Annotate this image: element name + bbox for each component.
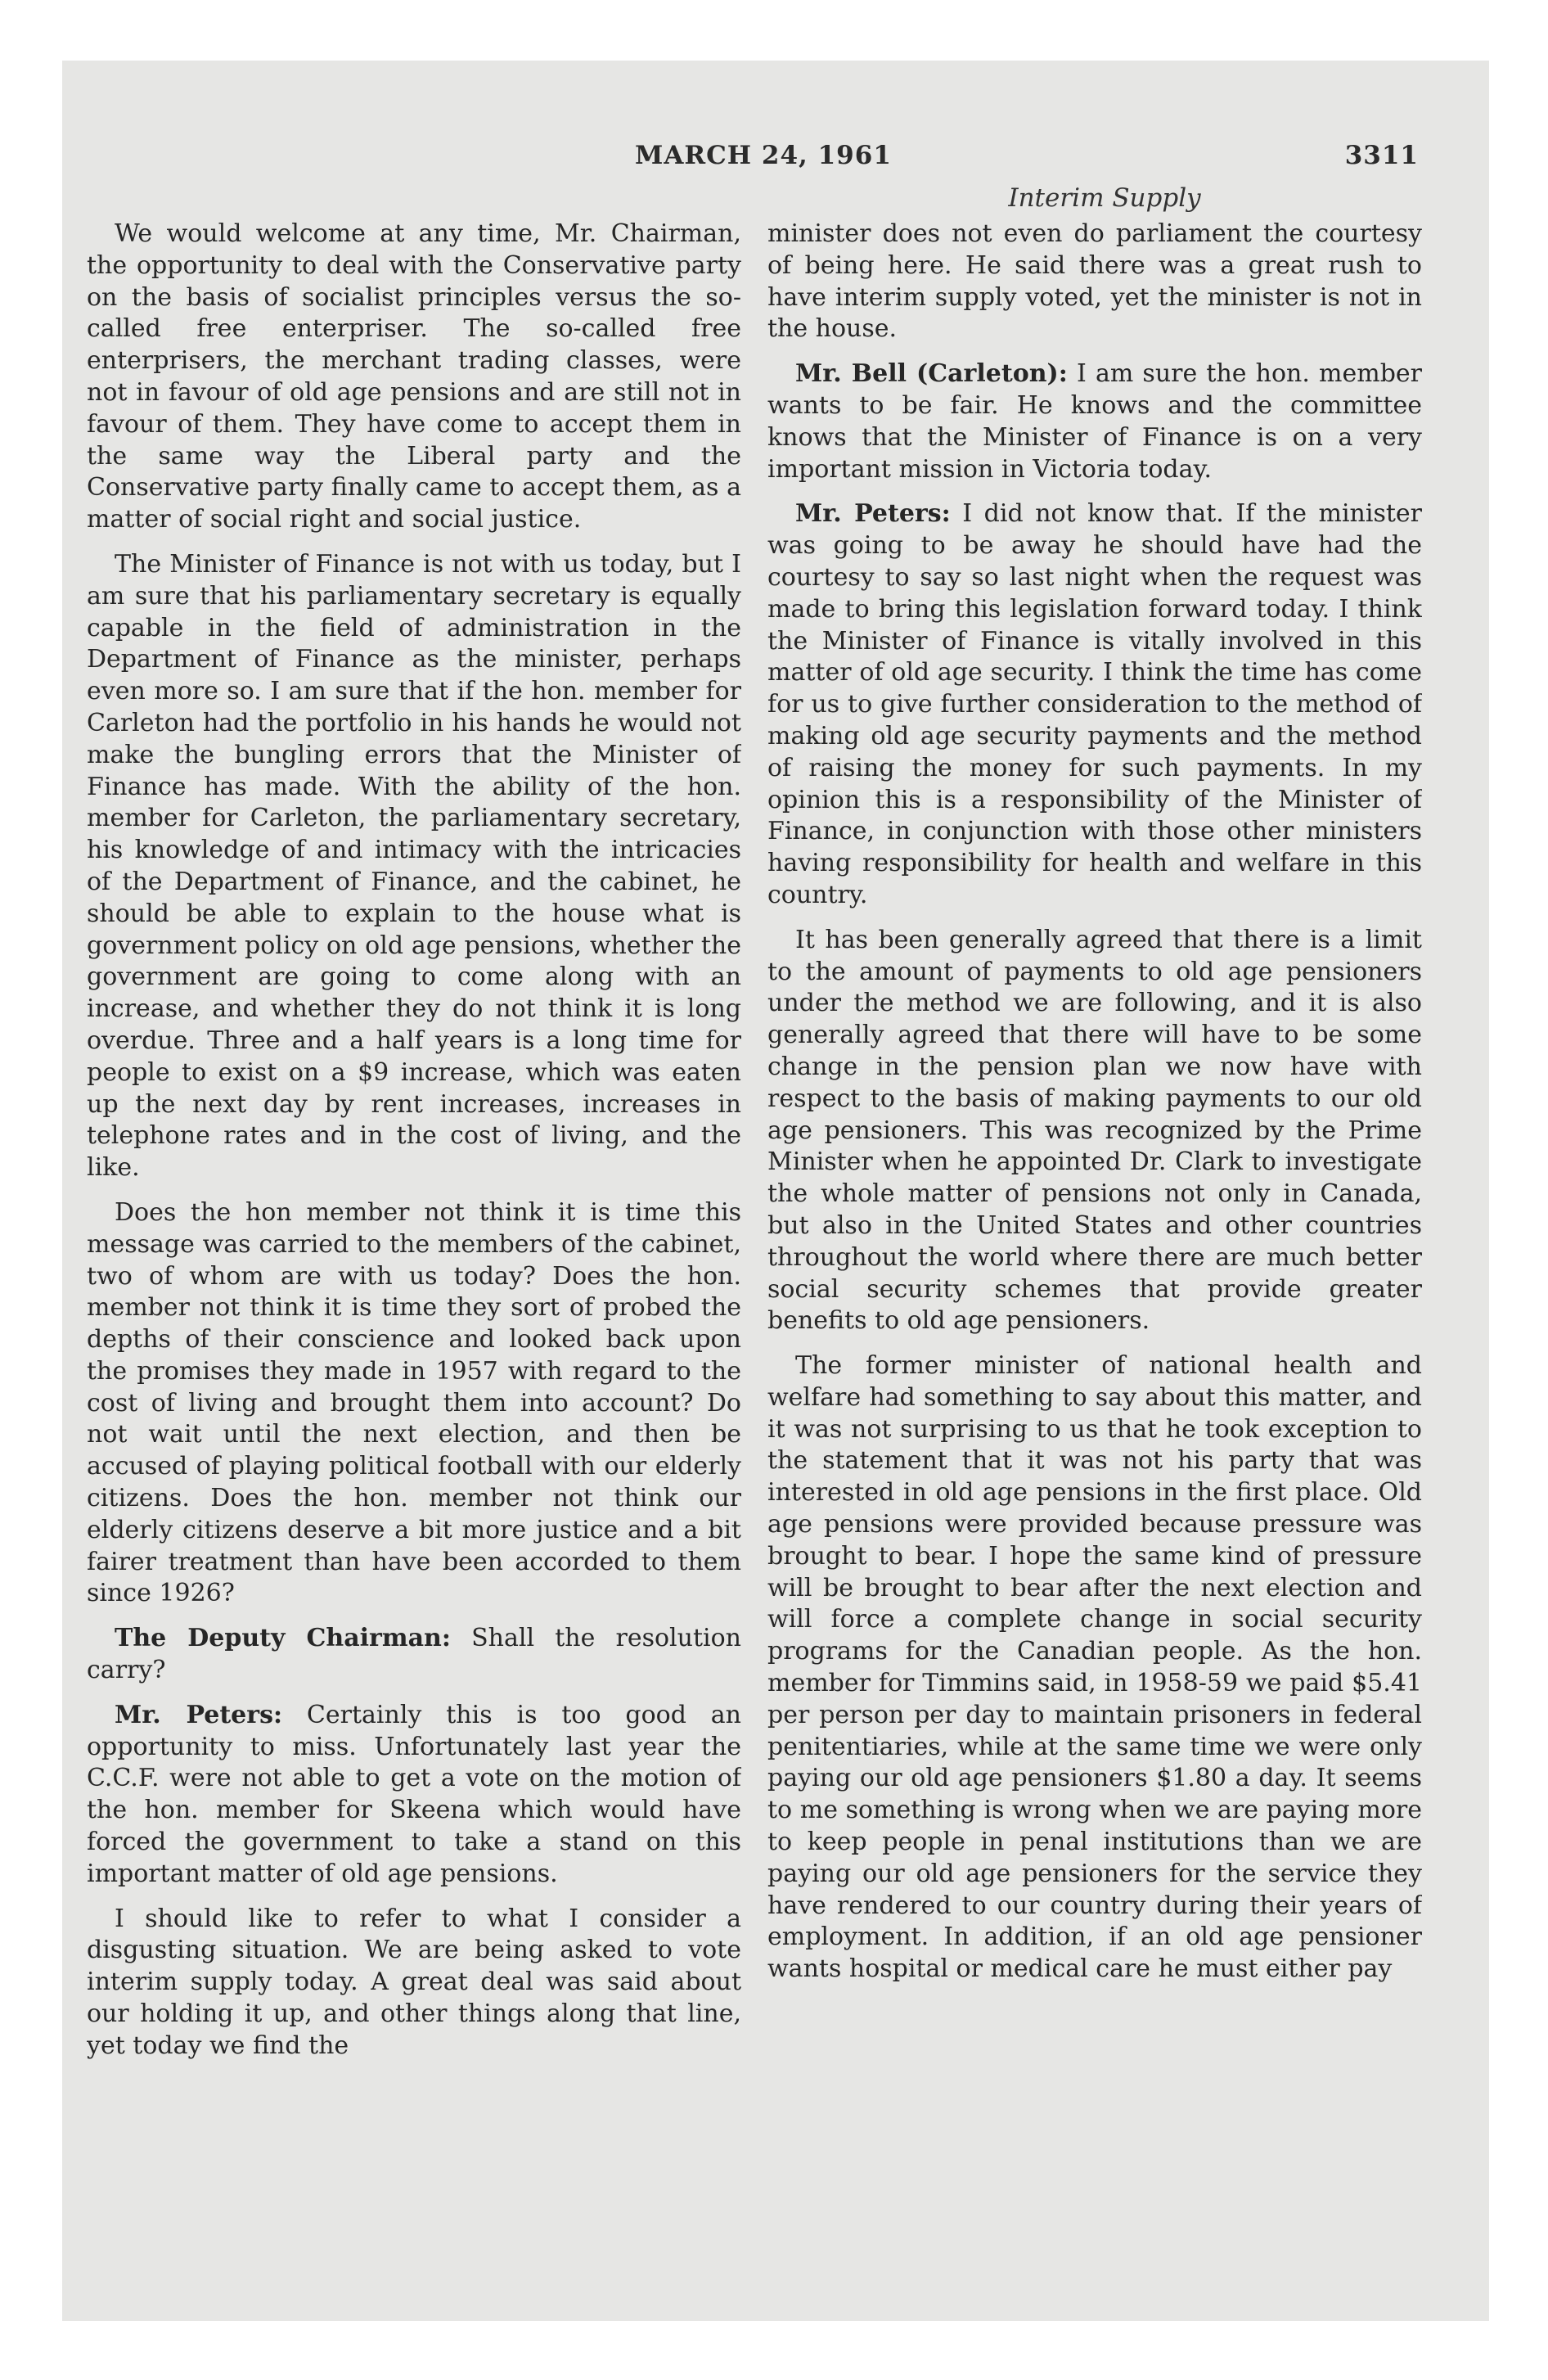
paragraph-text: I did not know that. If the minister was going to be away he should have had the courtesy to say so last night when the request was made to bring this legislation forward today. I think the Minister of Finance is vitally involved in this matter of old age security. I think the time has come for us to give further consideration to the method of making old age security payments and the method of raising the money for such payments. In my opinion this is a responsibility of the Minister of Finance, in conjunction with those other ministers having responsibility for health and welfare in this country.: [767, 499, 1422, 909]
paragraph-text: Shall the resolution carry?: [87, 1624, 741, 1685]
paragraph: [87, 1904, 741, 2062]
paragraph: [767, 358, 1422, 485]
left-column: [87, 219, 741, 2224]
paragraph-text: Certainly this is too good an opportunity to miss. Unfortunately last year the C.C.F. were not able to get a vote on the motion of the hon. member for Skeena which would have forced the government to take a stand on this important matter of old age pensions.: [87, 1700, 741, 1888]
paragraph-text: I am sure the hon. member wants to be fair. He knows and the committee knows that the Minister of Finance is on a very important mission in Victoria today.: [767, 359, 1422, 484]
paragraph-text: The former minister of national health and welfare had something to say about this matter, and it was not surprising to us that he took exception to the statement that it was not his party that was interested in old age pensions in the first place. Old age pensions were provided because pressure was brought to bear. I hope the same kind of pressure will be brought to bear after the next election and will force a complete change in social security programs for the Canadian people. As the hon. member for Timmins said, in 1958-59 we paid $5.41 per person per day to maintain prisoners in federal penitentiaries, while at the same time we were only paying our old age pensioners $1.80 a day. It seems to me something is wrong when we are paying more to keep people in penal institutions than we are paying our old age pensioners for the service they have rendered to our country during their years of employment. In addition, if an old age pensioner wants hospital or medical care he must either pay: [767, 1351, 1422, 1984]
paragraph: [87, 219, 741, 536]
speaker-label: Mr. Bell (Carleton):: [795, 359, 1068, 389]
speaker-label: Mr. Peters:: [115, 1700, 283, 1729]
paragraph-text: It has been generally agreed that there is a limit to the amount of payments to old age pensioners under the method we are following, and it is also generally agreed that there will have to be some change in the pension plan we now have with respect to the basis of making payments to our old age pensioners. This was recognized by the Prime Minister when he appointed Dr. Clark to investigate the whole matter of pensions not only in Canada, but also in the United States and other countries throughout the world where there are much better social security schemes that provide greater benefits to old age pensioners.: [767, 925, 1422, 1336]
paragraph: [767, 219, 1422, 345]
paragraph-text: We would welcome at any time, Mr. Chairman, the opportunity to deal with the Conservative party on the basis of socialist principles versus the so-called free enterpriser. The so-called free enterprisers, the merchant trading classes, were not in favour of old age pensions and are still not in favour of them. They have come to accept them in the same way the Liberal party and the Conservative party finally came to accept them, as a matter of social right and social justice.: [87, 219, 741, 534]
paragraph-text: The Minister of Finance is not with us today, but I am sure that his parliamentary secretary is equally capable in the field of administration in the Department of Finance as the minister, perhaps even more so. I am sure that if the hon. member for Carleton had the portfolio in his hands he would not make the bungling errors that the Minister of Finance has made. With the ability of the hon. member for Carleton, the parliamentary secretary, his knowledge of and intimacy with the intricacies of the Department of Finance, and the cabinet, he should be able to explain to the house what is government policy on old age pensions, whether the government are going to come along with an increase, and whether they do not think it is long overdue. Three and a half years is a long time for people to exist on a $9 increase, which was eaten up the next day by rent increases, increases in telephone rates and in the cost of living, and the like.: [87, 549, 741, 1183]
paragraph: [767, 1350, 1422, 1986]
running-head: Interim Supply: [1008, 183, 1201, 213]
page-header: [88, 141, 1419, 180]
paragraph-text: Does the hon member not think it is time this message was carried to the members of the cabinet, two of whom are with us today? Does the hon. member not think it is time they sort of probed the depths of their conscience and looked back upon the promises they made in 1957 with regard to the cost of living and brought them into account? Do not wait until the next election, and then be accused of playing political football with our elderly citizens. Does the hon. member not think our elderly citizens deserve a bit more justice and a bit fairer treatment than have been accorded to them since 1926?: [87, 1197, 741, 1608]
paragraph: [87, 549, 741, 1184]
paragraph: [87, 1197, 741, 1610]
speaker-label: Mr. Peters:: [795, 499, 951, 529]
page-date: MARCH 24, 1961: [635, 141, 892, 170]
page-number: 3311: [1344, 141, 1419, 170]
speaker-label: The Deputy Chairman:: [115, 1624, 451, 1653]
paragraph: [767, 498, 1422, 911]
paragraph: [767, 925, 1422, 1337]
paragraph: [87, 1700, 741, 1891]
paragraph-text: I should like to refer to what I consider a disgusting situation. We are being asked to vote interim supply today. A great deal was said about our holding it up, and other things along that line, yet today we find the: [87, 1904, 741, 2060]
paragraph-text: minister does not even do parliament the courtesy of being here. He said there was a great rush to have interim supply voted, yet the minister is not in the house.: [767, 219, 1422, 344]
paragraph: [87, 1623, 741, 1687]
right-column: [767, 219, 1422, 2224]
